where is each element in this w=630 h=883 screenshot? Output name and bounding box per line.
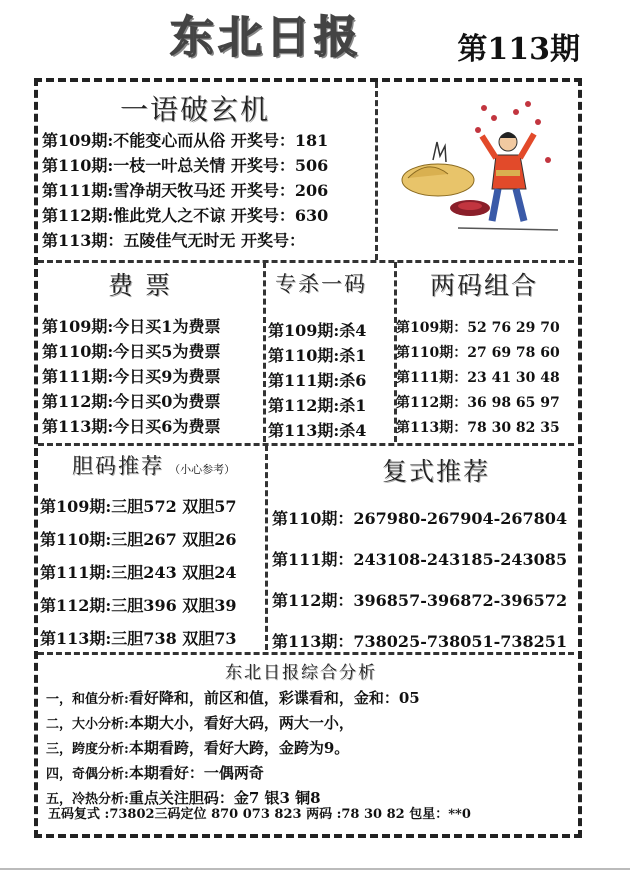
bold-code-title: 胆码推荐 (72, 454, 164, 478)
analysis-text: 本期看好：一偶两奇 (128, 764, 264, 782)
two-code-list (396, 316, 560, 441)
bold-code-row: 第109期:三胆572 双胆57 (40, 497, 237, 516)
two-code-row: 第111期：23 41 30 48 (396, 370, 560, 386)
analysis-text: 本期看跨，看好大跨，金跨为9。 (128, 739, 350, 757)
bold-code-row: 第112期:三胆396 双胆39 (40, 596, 237, 615)
riddle-row: 第111期:雪净胡天牧马还 开奖号：206 (42, 181, 329, 200)
bold-code-list (40, 490, 237, 655)
kill-one-row: 第113期:杀4 (268, 421, 367, 440)
riddle-row: 第110期:一枝一叶总关情 开奖号：506 (42, 156, 329, 175)
analysis-label: 二，大小分析: (46, 717, 129, 732)
two-code-title: 两码组合 (430, 271, 539, 300)
riddle-title: 一语破玄机 (120, 93, 271, 126)
analysis-row (46, 761, 420, 786)
riddle-list (42, 128, 328, 253)
bold-code-row: 第110期:三胆267 双胆26 (40, 530, 237, 549)
analysis-text: 重点关注胆码：金7 银3 铜8 (128, 789, 321, 807)
riddle-row: 第112期:惟此党人之不谅 开奖号：630 (42, 206, 329, 225)
free-ticket-row: 第111期:今日买9为费票 (42, 367, 221, 386)
divider (38, 443, 574, 446)
kill-one-row: 第111期:杀6 (268, 371, 367, 390)
free-ticket-row: 第113期:今日买6为费票 (42, 417, 221, 436)
page-bottom-line (0, 868, 630, 870)
free-ticket-list (42, 314, 220, 439)
two-code-row: 第112期：36 98 65 97 (396, 395, 560, 411)
analysis-label: 三，跨度分析: (46, 742, 129, 757)
compound-list (272, 498, 567, 662)
free-ticket-row: 第112期:今日买0为费票 (42, 392, 221, 411)
bold-code-row: 第113期:三胆738 双胆73 (40, 629, 237, 648)
bold-code-header (72, 450, 235, 480)
two-code-row: 第109期：52 76 29 70 (396, 320, 560, 336)
kill-one-title: 专杀一码 (275, 272, 367, 296)
free-ticket-title: 费 票 (108, 271, 172, 300)
analysis-footer: 五码复式 :73802三码定位 870 073 823 两码 :78 30 82 包星：**0 (48, 807, 471, 822)
divider (38, 260, 574, 263)
kill-one-row: 第110期:杀1 (268, 346, 367, 365)
riddle-row: 第113期：五陵佳气无时无 开奖号： (42, 231, 305, 250)
compound-row: 第110期：267980-267904-267804 (272, 509, 568, 528)
analysis-list (46, 686, 420, 811)
analysis-label: 五，冷热分析: (46, 792, 129, 807)
two-code-row: 第110期：27 69 78 60 (396, 345, 560, 361)
analysis-text: 本期大小，看好大码，两大一小， (128, 714, 354, 732)
analysis-row (46, 736, 420, 761)
compound-row: 第112期：396857-396872-396572 (272, 591, 568, 610)
kill-one-row: 第109期:杀4 (268, 321, 367, 340)
bold-code-note: （小心参考） (169, 463, 236, 476)
analysis-label: 四，奇偶分析: (46, 767, 129, 782)
riddle-row: 第109期:不能变心而从俗 开奖号：181 (42, 131, 329, 150)
analysis-row (46, 686, 420, 711)
compound-row: 第113期：738025-738051-738251 (272, 632, 568, 651)
two-code-row: 第113期：78 30 82 35 (396, 420, 560, 436)
free-ticket-row: 第109期:今日买1为费票 (42, 317, 221, 336)
kill-one-list (268, 318, 366, 443)
newspaper-title: 东北日报 (170, 12, 362, 63)
free-ticket-row: 第110期:今日买5为费票 (42, 342, 221, 361)
divider (375, 82, 378, 260)
juggler-illustration (398, 100, 566, 248)
issue-number: 第113期 (457, 32, 580, 67)
kill-one-row: 第112期:杀1 (268, 396, 367, 415)
analysis-text: 看好降和，前区和值，彩谍看和，金和：05 (128, 689, 420, 707)
analysis-row (46, 711, 420, 736)
analysis-title: 东北日报综合分析 (225, 663, 377, 683)
analysis-label: 一，和值分析: (46, 692, 129, 707)
divider (263, 262, 266, 442)
compound-row: 第111期：243108-243185-243085 (272, 550, 568, 569)
divider (265, 445, 268, 650)
compound-title: 复式推荐 (382, 457, 491, 486)
bold-code-row: 第111期:三胆243 双胆24 (40, 563, 237, 582)
